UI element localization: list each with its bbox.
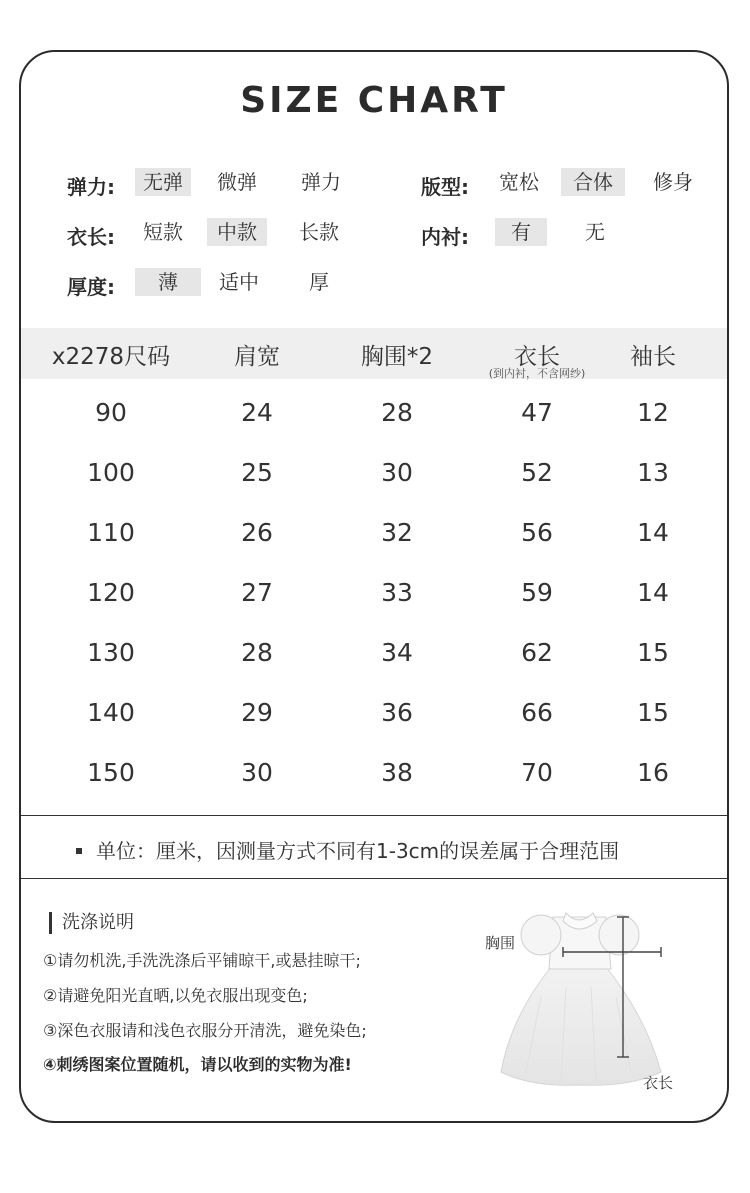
table-cell: 120 [87,578,135,607]
table-cell: 29 [241,698,273,727]
attribute-option: 微弹 [217,170,257,194]
bullet-icon [76,848,82,854]
table-cell: 140 [87,698,135,727]
attribute-label: 内衬: [421,225,469,249]
attribute-option-selected: 合体 [561,168,625,196]
table-cell: 70 [521,758,553,787]
table-cell: 36 [381,698,413,727]
attribute-option-selected: 有 [495,218,547,246]
column-header: 肩宽 [234,344,280,370]
attribute-label: 衣长: [67,225,115,249]
table-cell: 47 [521,398,553,427]
table-cell: 62 [521,638,553,667]
table-cell: 110 [87,518,135,547]
table-cell: 34 [381,638,413,667]
page-title: SIZE CHART [240,80,508,121]
table-cell: 15 [637,698,669,727]
attribute-option: 长款 [299,220,339,244]
attribute-option: 厚 [309,270,329,294]
attribute-option: 修身 [653,170,693,194]
divider [21,878,729,879]
table-cell: 28 [381,398,413,427]
table-cell: 56 [521,518,553,547]
washing-title: 洗涤说明 [49,912,134,934]
column-header: 胸围*2 [360,344,434,370]
attribute-option-selected: 薄 [135,268,201,296]
table-cell: 15 [637,638,669,667]
table-cell: 13 [637,458,669,487]
table-cell: 38 [381,758,413,787]
table-cell: 30 [381,458,413,487]
table-cell: 130 [87,638,135,667]
table-cell: 16 [637,758,669,787]
unit-note-text: 单位：厘米，因测量方式不同有1-3cm的误差属于合理范围 [96,839,620,863]
unit-note [76,835,619,864]
table-cell: 66 [521,698,553,727]
column-header: 袖长 [630,344,676,370]
table-cell: 25 [241,458,273,487]
table-cell: 90 [95,398,127,427]
attribute-option: 短款 [143,220,183,244]
attribute-option-selected: 无弹 [135,168,191,196]
washing-item: ①请勿机洗,手洗洗涤后平铺晾干,或悬挂晾干; [43,951,361,970]
table-cell: 100 [87,458,135,487]
washing-item: ③深色衣服请和浅色衣服分开清洗，避免染色; [43,1021,367,1040]
attribute-option: 弹力 [301,170,341,194]
table-cell: 59 [521,578,553,607]
attribute-option: 宽松 [499,170,539,194]
divider [21,815,729,816]
attribute-label: 厚度: [67,275,115,299]
table-header [21,328,729,379]
table-cell: 28 [241,638,273,667]
table-cell: 52 [521,458,553,487]
chest-label: 胸围 [485,934,516,952]
washing-item: ④刺绣图案位置随机，请以收到的实物为准! [43,1055,352,1074]
attribute-label: 弹力: [67,175,115,199]
table-cell: 150 [87,758,135,787]
column-header: 衣长 [514,344,560,370]
table-cell: 27 [241,578,273,607]
table-cell: 14 [637,518,669,547]
table-cell: 26 [241,518,273,547]
attribute-option-selected: 中款 [207,218,267,246]
table-cell: 14 [637,578,669,607]
table-cell: 32 [381,518,413,547]
attribute-label: 版型: [421,175,469,199]
table-cell: 12 [637,398,669,427]
length-label: 衣长 [643,1074,674,1092]
table-cell: 24 [241,398,273,427]
column-header-note: (到内衬，不含网纱) [488,367,586,380]
column-header: x2278尺码 [51,344,171,370]
table-cell: 30 [241,758,273,787]
table-cell: 33 [381,578,413,607]
attribute-option: 无 [585,220,605,244]
washing-item: ②请避免阳光直晒,以免衣服出现变色; [43,986,308,1005]
size-chart-card [19,50,729,1123]
attribute-option: 适中 [219,270,259,294]
dress-diagram [471,907,686,1097]
